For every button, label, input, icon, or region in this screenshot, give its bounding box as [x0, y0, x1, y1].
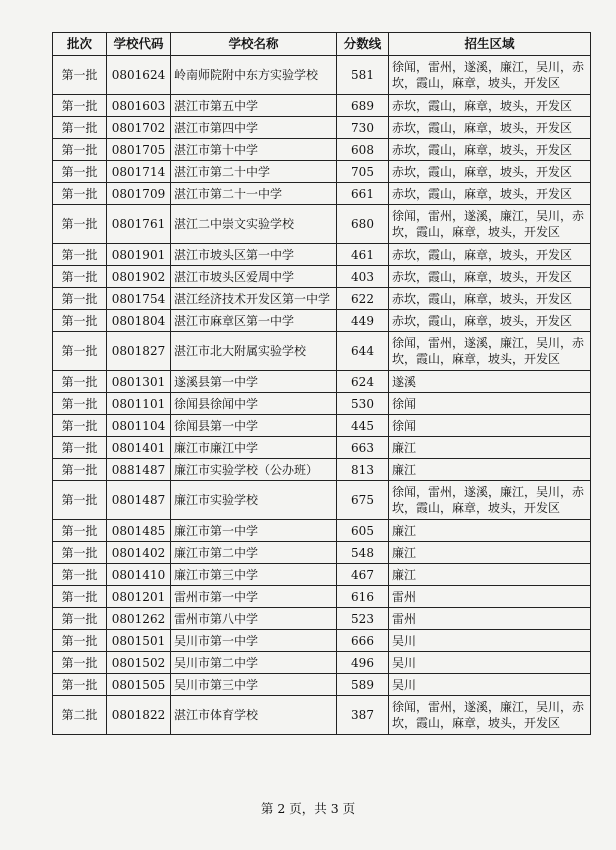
school-code-cell: 0801804 [107, 310, 171, 332]
school-code-cell: 0801902 [107, 266, 171, 288]
school-name-cell: 廉江市实验学校 [171, 481, 337, 520]
school-code-cell: 0801501 [107, 630, 171, 652]
header-score-line: 分数线 [337, 33, 389, 56]
school-name-cell: 雷州市第八中学 [171, 608, 337, 630]
enrollment-area-cell: 赤坎，霞山，麻章，坡头，开发区 [389, 266, 591, 288]
school-code-cell: 0801754 [107, 288, 171, 310]
school-code-cell: 0801505 [107, 674, 171, 696]
enrollment-area-cell: 赤坎，霞山，麻章，坡头，开发区 [389, 310, 591, 332]
school-name-cell: 湛江市第五中学 [171, 95, 337, 117]
batch-cell: 第一批 [53, 542, 107, 564]
batch-cell: 第一批 [53, 481, 107, 520]
school-name-cell: 湛江市第四中学 [171, 117, 337, 139]
table-row [53, 56, 591, 95]
score-cell: 548 [337, 542, 389, 564]
score-cell: 666 [337, 630, 389, 652]
school-code-cell: 0801402 [107, 542, 171, 564]
table-row [53, 564, 591, 586]
score-cell: 616 [337, 586, 389, 608]
batch-cell: 第一批 [53, 564, 107, 586]
enrollment-area-cell: 赤坎，霞山，麻章，坡头，开发区 [389, 117, 591, 139]
header-enrollment-area: 招生区域 [389, 33, 591, 56]
school-code-cell: 0801101 [107, 393, 171, 415]
table-row [53, 586, 591, 608]
school-code-cell: 0801410 [107, 564, 171, 586]
enrollment-area-cell: 赤坎，霞山，麻章，坡头，开发区 [389, 139, 591, 161]
school-code-cell: 0801702 [107, 117, 171, 139]
school-name-cell: 遂溪县第一中学 [171, 371, 337, 393]
school-code-cell: 0801301 [107, 371, 171, 393]
enrollment-area-cell: 吴川 [389, 652, 591, 674]
score-cell: 449 [337, 310, 389, 332]
score-cell: 813 [337, 459, 389, 481]
enrollment-area-cell: 廉江 [389, 564, 591, 586]
table-row [53, 696, 591, 735]
school-code-cell: 0801705 [107, 139, 171, 161]
table-row [53, 542, 591, 564]
score-cell: 605 [337, 520, 389, 542]
school-name-cell: 徐闻县第一中学 [171, 415, 337, 437]
batch-cell: 第一批 [53, 95, 107, 117]
school-name-cell: 湛江市麻章区第一中学 [171, 310, 337, 332]
enrollment-area-cell: 徐闻，雷州，遂溪，廉江，吴川，赤坎，霞山，麻章，坡头，开发区 [389, 205, 591, 244]
score-cell: 644 [337, 332, 389, 371]
enrollment-area-cell: 廉江 [389, 459, 591, 481]
table-row [53, 244, 591, 266]
table-row [53, 630, 591, 652]
school-name-cell: 岭南师院附中东方实验学校 [171, 56, 337, 95]
batch-cell: 第一批 [53, 630, 107, 652]
score-cell: 467 [337, 564, 389, 586]
enrollment-area-cell: 廉江 [389, 542, 591, 564]
enrollment-area-cell: 赤坎，霞山，麻章，坡头，开发区 [389, 288, 591, 310]
school-name-cell: 雷州市第一中学 [171, 586, 337, 608]
score-cell: 624 [337, 371, 389, 393]
batch-cell: 第一批 [53, 393, 107, 415]
school-code-cell: 0881487 [107, 459, 171, 481]
table-row [53, 371, 591, 393]
batch-cell: 第一批 [53, 183, 107, 205]
table-row [53, 139, 591, 161]
batch-cell: 第一批 [53, 415, 107, 437]
score-cell: 461 [337, 244, 389, 266]
batch-cell: 第一批 [53, 205, 107, 244]
school-code-cell: 0801485 [107, 520, 171, 542]
school-name-cell: 廉江市廉江中学 [171, 437, 337, 459]
table-row [53, 674, 591, 696]
header-batch: 批次 [53, 33, 107, 56]
score-cell: 689 [337, 95, 389, 117]
school-name-cell: 湛江市坡头区第一中学 [171, 244, 337, 266]
school-name-cell: 湛江经济技术开发区第一中学 [171, 288, 337, 310]
school-name-cell: 吴川市第三中学 [171, 674, 337, 696]
batch-cell: 第一批 [53, 586, 107, 608]
enrollment-area-cell: 吴川 [389, 630, 591, 652]
header-school-name: 学校名称 [171, 33, 337, 56]
table-header-row [53, 33, 591, 56]
score-cell: 622 [337, 288, 389, 310]
school-name-cell: 湛江市北大附属实验学校 [171, 332, 337, 371]
score-cell: 663 [337, 437, 389, 459]
table-row [53, 481, 591, 520]
school-code-cell: 0801401 [107, 437, 171, 459]
score-cell: 403 [337, 266, 389, 288]
score-cell: 730 [337, 117, 389, 139]
enrollment-area-cell: 吴川 [389, 674, 591, 696]
table-row [53, 183, 591, 205]
school-name-cell: 徐闻县徐闻中学 [171, 393, 337, 415]
school-name-cell: 吴川市第二中学 [171, 652, 337, 674]
batch-cell: 第一批 [53, 117, 107, 139]
school-code-cell: 0801502 [107, 652, 171, 674]
enrollment-area-cell: 徐闻，雷州，遂溪，廉江，吴川，赤坎，霞山，麻章，坡头，开发区 [389, 56, 591, 95]
batch-cell: 第一批 [53, 56, 107, 95]
enrollment-area-cell: 雷州 [389, 608, 591, 630]
table-row [53, 266, 591, 288]
enrollment-area-cell: 徐闻，雷州，遂溪，廉江，吴川，赤坎，霞山，麻章，坡头，开发区 [389, 696, 591, 735]
page-number: 第 2 页，共 3 页 [260, 801, 356, 816]
document-sheet [52, 32, 590, 735]
enrollment-area-cell: 雷州 [389, 586, 591, 608]
table-row [53, 310, 591, 332]
score-cell: 496 [337, 652, 389, 674]
batch-cell: 第一批 [53, 520, 107, 542]
school-code-cell: 0801714 [107, 161, 171, 183]
school-name-cell: 湛江市坡头区爱周中学 [171, 266, 337, 288]
enrollment-area-cell: 廉江 [389, 437, 591, 459]
school-name-cell: 廉江市第三中学 [171, 564, 337, 586]
batch-cell: 第一批 [53, 288, 107, 310]
batch-cell: 第一批 [53, 161, 107, 183]
school-code-cell: 0801822 [107, 696, 171, 735]
table-row [53, 161, 591, 183]
enrollment-area-cell: 廉江 [389, 520, 591, 542]
batch-cell: 第一批 [53, 371, 107, 393]
school-code-cell: 0801201 [107, 586, 171, 608]
score-cell: 705 [337, 161, 389, 183]
admission-score-table [52, 32, 591, 735]
batch-cell: 第一批 [53, 459, 107, 481]
score-cell: 530 [337, 393, 389, 415]
batch-cell: 第一批 [53, 244, 107, 266]
school-name-cell: 湛江市第二十一中学 [171, 183, 337, 205]
batch-cell: 第一批 [53, 608, 107, 630]
table-row [53, 332, 591, 371]
batch-cell: 第一批 [53, 437, 107, 459]
table-row [53, 205, 591, 244]
table-row [53, 520, 591, 542]
school-code-cell: 0801624 [107, 56, 171, 95]
table-row [53, 117, 591, 139]
school-name-cell: 廉江市第一中学 [171, 520, 337, 542]
batch-cell: 第一批 [53, 332, 107, 371]
table-row [53, 459, 591, 481]
table-row [53, 393, 591, 415]
enrollment-area-cell: 徐闻，雷州，遂溪，廉江，吴川，赤坎，霞山，麻章，坡头，开发区 [389, 332, 591, 371]
enrollment-area-cell: 赤坎，霞山，麻章，坡头，开发区 [389, 161, 591, 183]
table-row [53, 288, 591, 310]
batch-cell: 第二批 [53, 696, 107, 735]
batch-cell: 第一批 [53, 652, 107, 674]
school-code-cell: 0801262 [107, 608, 171, 630]
school-name-cell: 湛江市第二十中学 [171, 161, 337, 183]
enrollment-area-cell: 徐闻 [389, 393, 591, 415]
batch-cell: 第一批 [53, 674, 107, 696]
table-row [53, 415, 591, 437]
score-cell: 608 [337, 139, 389, 161]
score-cell: 581 [337, 56, 389, 95]
table-row [53, 95, 591, 117]
school-name-cell: 湛江二中崇文实验学校 [171, 205, 337, 244]
school-name-cell: 湛江市第十中学 [171, 139, 337, 161]
school-code-cell: 0801827 [107, 332, 171, 371]
batch-cell: 第一批 [53, 310, 107, 332]
school-code-cell: 0801709 [107, 183, 171, 205]
score-cell: 589 [337, 674, 389, 696]
school-name-cell: 吴川市第一中学 [171, 630, 337, 652]
enrollment-area-cell: 徐闻，雷州，遂溪，廉江，吴川，赤坎，霞山，麻章，坡头，开发区 [389, 481, 591, 520]
enrollment-area-cell: 赤坎，霞山，麻章，坡头，开发区 [389, 244, 591, 266]
school-name-cell: 廉江市实验学校（公办班） [171, 459, 337, 481]
enrollment-area-cell: 遂溪 [389, 371, 591, 393]
school-name-cell: 湛江市体育学校 [171, 696, 337, 735]
table-row [53, 608, 591, 630]
enrollment-area-cell: 赤坎，霞山，麻章，坡头，开发区 [389, 183, 591, 205]
school-code-cell: 0801104 [107, 415, 171, 437]
header-school-code: 学校代码 [107, 33, 171, 56]
school-code-cell: 0801901 [107, 244, 171, 266]
score-cell: 445 [337, 415, 389, 437]
table-row [53, 437, 591, 459]
batch-cell: 第一批 [53, 139, 107, 161]
score-cell: 661 [337, 183, 389, 205]
school-name-cell: 廉江市第二中学 [171, 542, 337, 564]
score-cell: 675 [337, 481, 389, 520]
enrollment-area-cell: 赤坎，霞山，麻章，坡头，开发区 [389, 95, 591, 117]
enrollment-area-cell: 徐闻 [389, 415, 591, 437]
score-cell: 680 [337, 205, 389, 244]
score-cell: 523 [337, 608, 389, 630]
school-code-cell: 0801603 [107, 95, 171, 117]
batch-cell: 第一批 [53, 266, 107, 288]
school-code-cell: 0801761 [107, 205, 171, 244]
table-row [53, 652, 591, 674]
school-code-cell: 0801487 [107, 481, 171, 520]
score-cell: 387 [337, 696, 389, 735]
